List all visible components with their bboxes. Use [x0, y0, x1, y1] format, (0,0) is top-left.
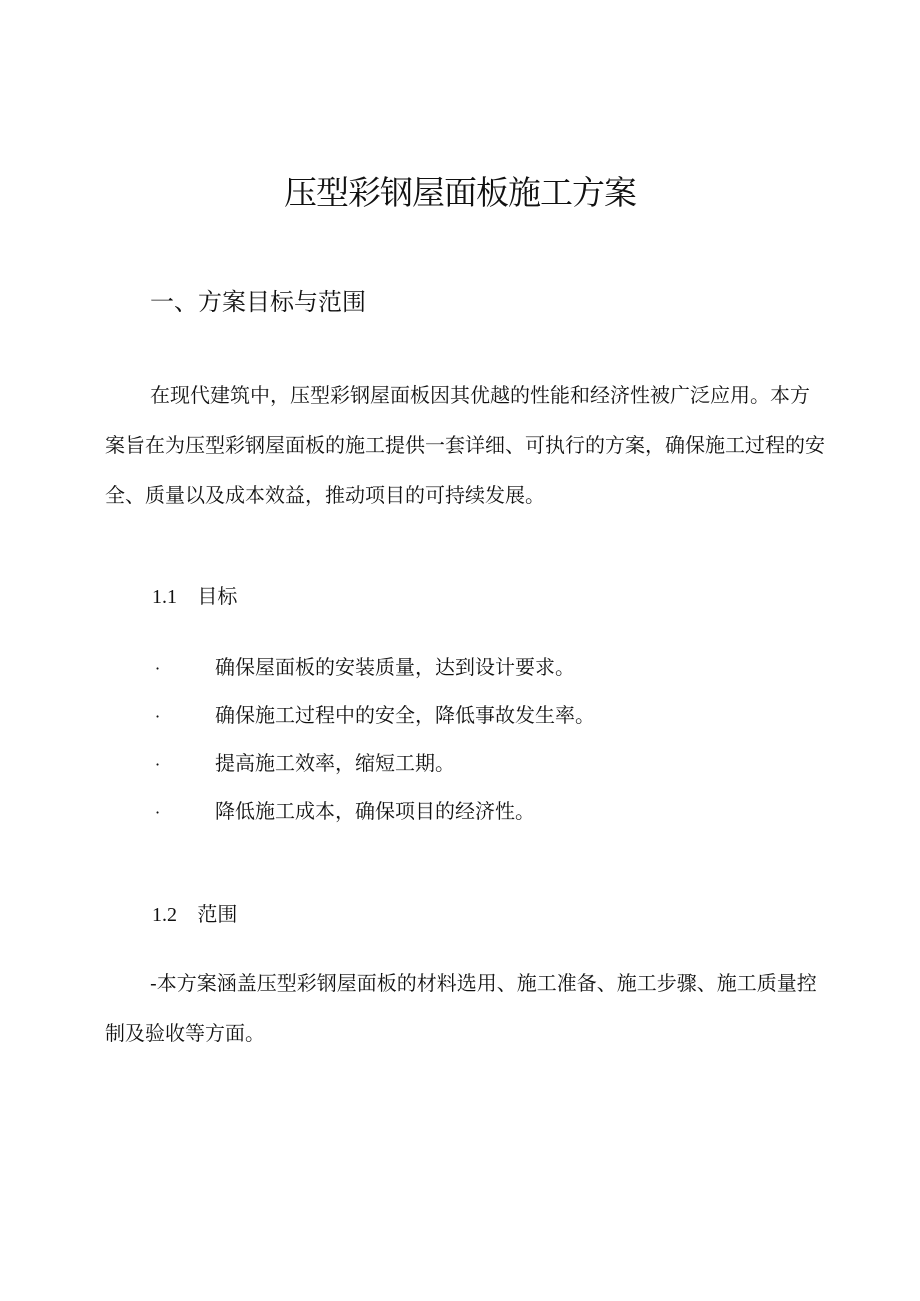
- document-title: 压型彩钢屋面板施工方案: [284, 173, 636, 212]
- goals-list: [155, 643, 775, 835]
- list-item-text: 降低施工成本，确保项目的经济性。: [215, 799, 535, 823]
- list-item-text: 提高施工效率，缩短工期。: [215, 751, 455, 775]
- list-item: [155, 739, 775, 787]
- bullet-icon: ·: [155, 755, 161, 774]
- bullet-icon: ·: [155, 707, 161, 726]
- list-item: [155, 643, 775, 691]
- scope-number: 1.2: [152, 904, 177, 926]
- list-item: [155, 787, 775, 835]
- list-item-text: 确保屋面板的安装质量，达到设计要求。: [215, 655, 575, 679]
- scope-paragraph: -本方案涵盖压型彩钢屋面板的材料选用、施工准备、施工步骤、施工质量控制及验收等方面。: [105, 971, 817, 1045]
- bullet-icon: ·: [155, 659, 161, 678]
- goals-number: 1.1: [152, 586, 177, 608]
- goals-label: 目标: [197, 584, 238, 608]
- scope-subheading: [152, 899, 237, 930]
- bullet-icon: ·: [155, 803, 161, 822]
- intro-paragraph: 在现代建筑中，压型彩钢屋面板因其优越的性能和经济性被广泛应用。本方案旨在为压型彩钢屋面板的施工提供一套详细、可执行的方案，确保施工过程的安全、质量以及成本效益，推动项目的可持续发展。: [105, 383, 825, 507]
- list-item: [155, 691, 775, 739]
- list-item-text: 确保施工过程中的安全，降低事故发生率。: [215, 703, 595, 727]
- goals-subheading: [152, 581, 237, 612]
- scope-label: 范围: [197, 902, 238, 926]
- section-heading: 一、方案目标与范围: [150, 288, 366, 316]
